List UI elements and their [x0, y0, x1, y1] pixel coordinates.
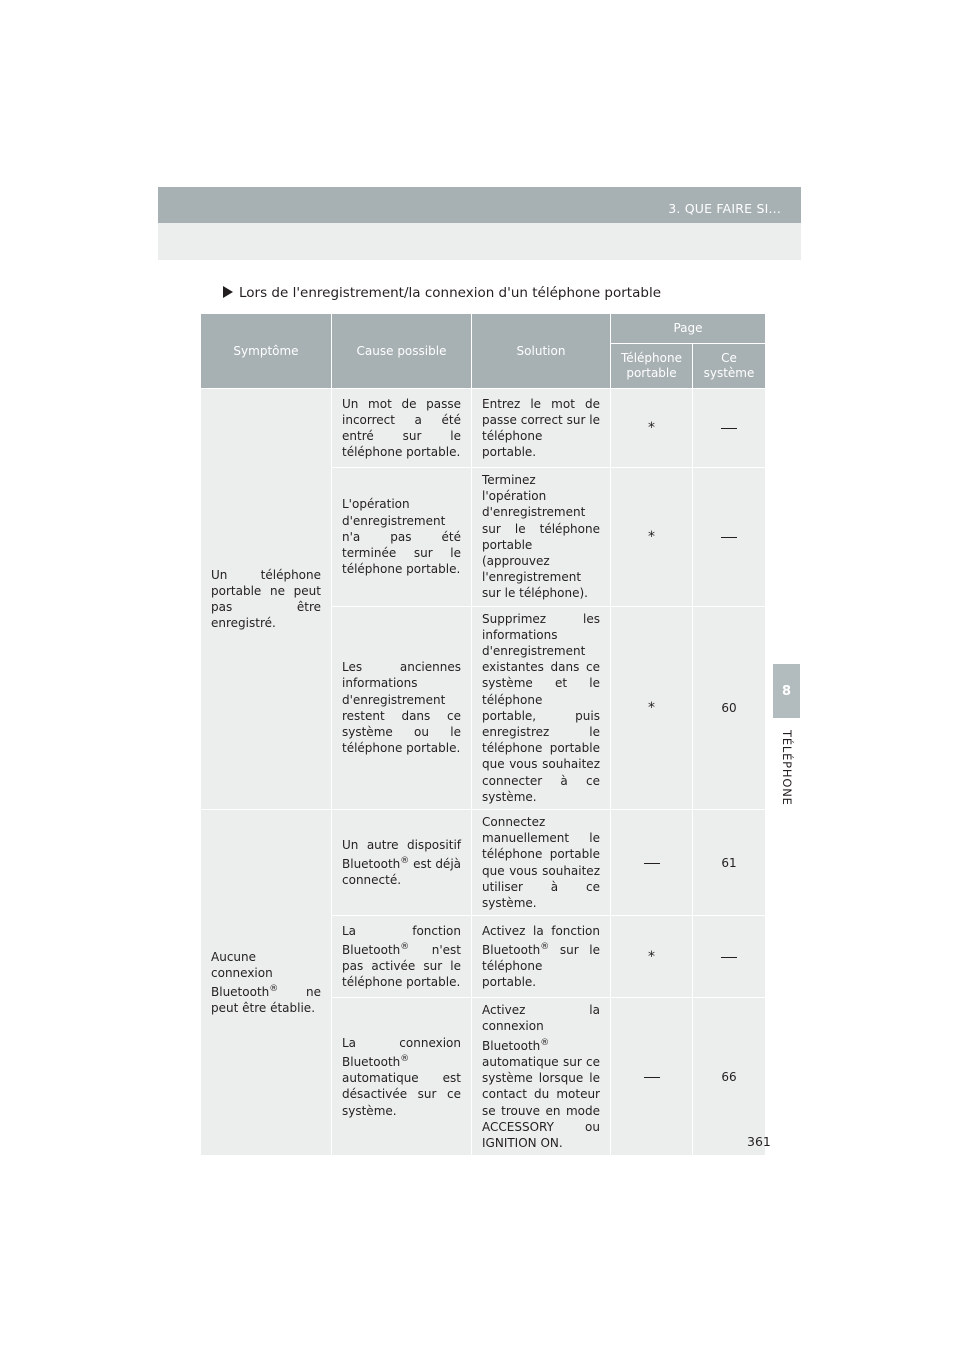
header-band [158, 187, 801, 223]
solution-cell: Connectez manuellement le téléphone portable que vous souhaitez utiliser à ce système. [472, 810, 611, 916]
chapter-title: 3. QUE FAIRE SI... [668, 201, 781, 216]
registered-mark: ® [540, 1037, 550, 1048]
cause-cell: La fonction Bluetooth® n'est pas activée sur le téléphone portable. [332, 916, 472, 998]
header-solution: Solution [472, 314, 611, 389]
solution-cell: Supprimez les informations d'enregistrement existantes dans ce système et le téléphone portable, puis enregistrez le téléphone portable que vous souhaitez connecter à ce système. [472, 607, 611, 810]
header-phone: Téléphone portable [611, 344, 693, 389]
solution-cell: Activez la fonction Bluetooth® sur le téléphone portable. [472, 916, 611, 998]
page-ref: 60 [721, 700, 737, 715]
registered-mark: ® [400, 1053, 410, 1064]
section-title-text: Lors de l'enregistrement/la connexion d'un téléphone portable [239, 285, 662, 301]
page-system-cell [693, 810, 765, 916]
registered-mark: ® [540, 942, 550, 953]
page-phone-cell [611, 389, 693, 468]
dash-icon [721, 428, 737, 429]
triangle-bullet-icon [223, 286, 233, 298]
cause-cell: Un mot de passe incorrect a été entré sur le téléphone portable. [332, 389, 472, 468]
table-row [201, 810, 765, 916]
dash-icon [644, 863, 660, 864]
solution-cell: Entrez le mot de passe correct sur le téléphone portable. [472, 389, 611, 468]
header-subband [158, 223, 801, 260]
header-symptom: Symptôme [201, 314, 332, 389]
page-system-cell [693, 607, 765, 810]
symptom-cell: Un téléphone portable ne peut pas être enregistré. [201, 389, 332, 810]
asterisk-icon: * [648, 528, 655, 545]
dash-icon [721, 537, 737, 538]
registered-mark: ® [400, 856, 410, 867]
asterisk-icon: * [648, 948, 655, 965]
cause-cell: La connexion Bluetooth® automatique est désactivée sur ce système. [332, 998, 472, 1156]
page-phone-cell [611, 916, 693, 998]
cause-cell: Un autre dispositif Bluetooth® est déjà connecté. [332, 810, 472, 916]
page-ref: 66 [721, 1069, 737, 1084]
chapter-tab-label: TÉLÉPHONE [780, 730, 794, 806]
header-cause: Cause possible [332, 314, 472, 389]
page-system-cell [693, 998, 765, 1156]
section-heading [223, 285, 661, 301]
solution-cell: Activez la connexion Bluetooth® automatique sur ce système lorsque le contact du moteur se trouve en mode ACCESSORY ou IGNITION ON. [472, 998, 611, 1156]
page-system-cell [693, 916, 765, 998]
solution-cell: Terminez l'opération d'enregistrement sur le téléphone portable (approuvez l'enregistrement sur le téléphone). [472, 468, 611, 607]
page-phone-cell [611, 810, 693, 916]
asterisk-icon: * [648, 419, 655, 436]
dash-icon [644, 1077, 660, 1078]
header-page: Page [611, 314, 765, 344]
page-system-cell [693, 468, 765, 607]
asterisk-icon: * [648, 699, 655, 716]
chapter-tab: 8 [773, 664, 800, 718]
symptom-cell: Aucune connexion Bluetooth® ne peut être établie. [201, 810, 332, 1156]
cause-cell: Les anciennes informations d'enregistrement restent dans ce système ou le téléphone portable. [332, 607, 472, 810]
registered-mark: ® [269, 984, 279, 995]
page-phone-cell [611, 607, 693, 810]
dash-icon [721, 957, 737, 958]
cause-cell: L'opération d'enregistrement n'a pas été terminée sur le téléphone portable. [332, 468, 472, 607]
page-system-cell [693, 389, 765, 468]
page-phone-cell [611, 998, 693, 1156]
registered-mark: ® [400, 942, 410, 953]
header-system: Ce système [693, 344, 765, 389]
table-row [201, 389, 765, 468]
troubleshooting-table [201, 314, 765, 1156]
page-phone-cell [611, 468, 693, 607]
page-number: 361 [747, 1134, 771, 1149]
page-ref: 61 [721, 855, 737, 870]
